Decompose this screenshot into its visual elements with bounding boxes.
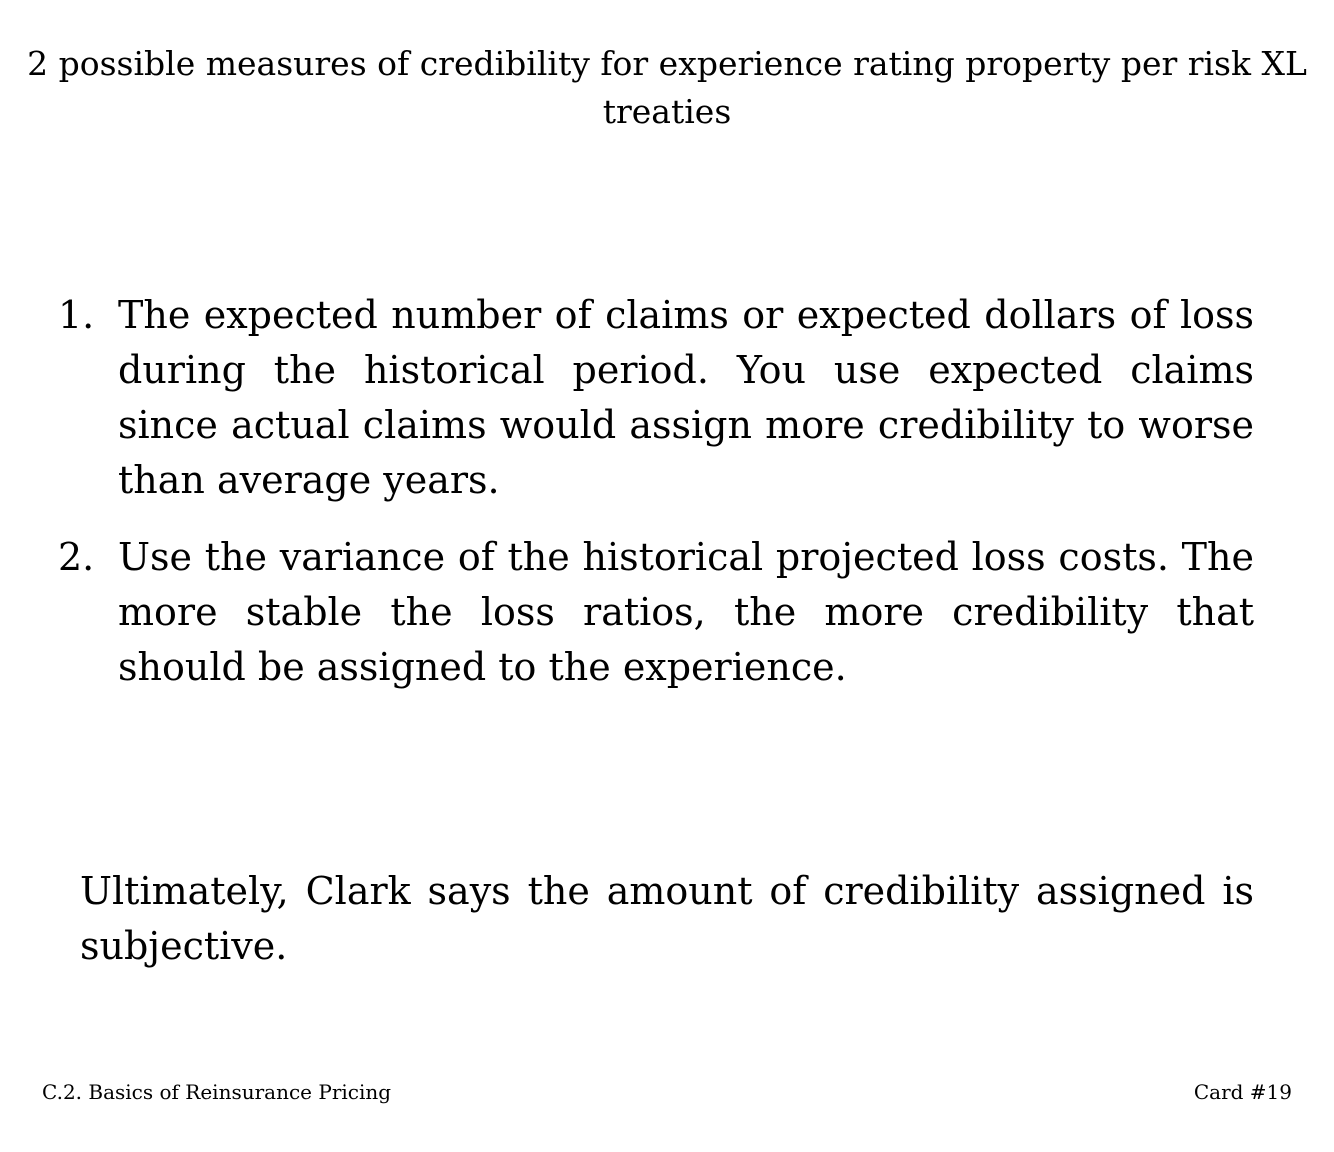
list-item-text: The expected number of claims or expected dollars of loss during the historical period. You use expected claims since actual claims would assign more credibility to worse than average years. bbox=[118, 293, 1254, 502]
list-item bbox=[58, 288, 1254, 508]
card-title: 2 possible measures of credibility for experience rating property per risk XL treaties bbox=[27, 44, 1307, 131]
list-item bbox=[58, 530, 1254, 695]
list-item-number: 2. bbox=[58, 535, 95, 579]
footer-section-label: C.2. Basics of Reinsurance Pricing bbox=[42, 1080, 392, 1104]
credibility-measures-list bbox=[58, 288, 1254, 717]
footer-card-number: Card #19 bbox=[1193, 1080, 1292, 1104]
list-item-text: Use the variance of the historical projected loss costs. The more stable the loss ratios, the more credibility that should be assigned to the experience. bbox=[118, 535, 1254, 689]
closing-statement: Ultimately, Clark says the amount of credibility assigned is subjective. bbox=[80, 869, 1254, 968]
list-item-number: 1. bbox=[58, 293, 95, 337]
